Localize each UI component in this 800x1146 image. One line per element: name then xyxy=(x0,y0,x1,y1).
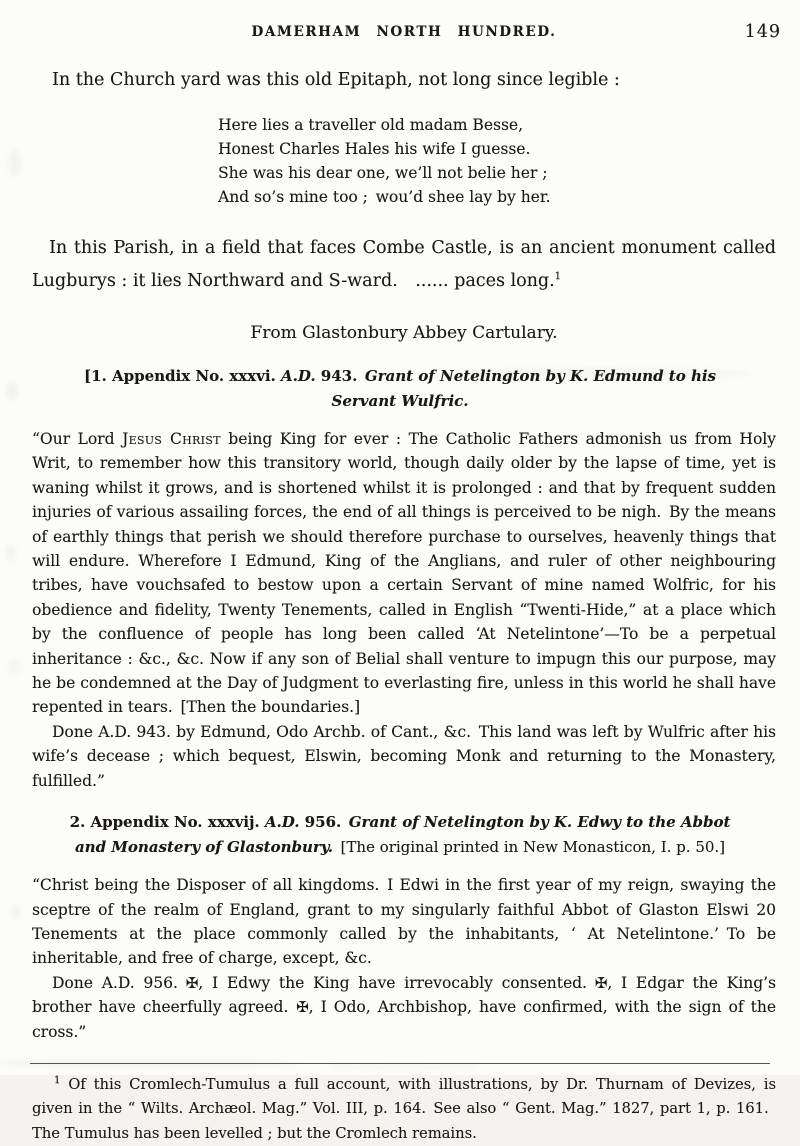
intro-paragraph: In the Church yard was this old Epitaph, not long since legible : xyxy=(52,70,620,90)
entry1-heading-title: Grant of Netelington by K. Edmund to his Servant Wulfric. xyxy=(331,367,716,410)
parish-text: In this Parish, in a field that faces Combe Castle, is an ancient monument called Lugburys : it lies Northward and S-ward. ...... paces long. xyxy=(32,238,776,291)
entry1-body-smallcaps: Jesus Christ xyxy=(122,430,221,448)
footnote-marker: 1 xyxy=(54,1075,61,1087)
section-title: From Glastonbury Abbey Cartulary. xyxy=(250,323,558,343)
scan-artifact xyxy=(6,382,18,400)
entry2-heading-note: [The original printed in New Monasticon, I. p. 50.] xyxy=(333,838,726,857)
footnote-reference: 1 xyxy=(554,271,562,283)
entry1-heading-year: 943. xyxy=(315,367,365,385)
epitaph-line: She was his dear one, we’ll not belie her ; xyxy=(218,164,548,182)
footnote-paragraph xyxy=(32,1073,776,1146)
entry1-body-open: “Our Lord xyxy=(32,430,123,448)
entry2-done-text: , I Edgar the King’s brother have cheerfully agreed. xyxy=(32,973,777,1017)
entry2-body-paragraph: “Christ being the Disposer of all kingdoms. I Edwi in the first year of my reign, swaying the sceptre of the realm of England, grant to my singularly faithful Abbot of Glaston Elswi 20 Tenements at the place commonly called by the inhabitants, ‘ At Netelintone.’ To be inheritable, and free of charge, except, &c. xyxy=(32,876,776,968)
entry1-done-paragraph: Done A.D. 943. by Edmund, Odo Archb. of Cant., &c. This land was left by Wulfric after his wife’s decease ; which bequest, Elswin, becoming Monk and returning to the Monastery, fulfilled.” xyxy=(32,722,776,790)
epitaph-line: And so’s mine too ; wou’d shee lay by her. xyxy=(218,188,551,206)
entry2-heading-date: A.D. xyxy=(264,813,300,832)
entry2-heading xyxy=(54,810,746,860)
scan-artifact xyxy=(8,150,22,176)
maltese-cross-icon: ✠ xyxy=(594,973,608,992)
scan-artifact xyxy=(10,905,20,919)
entry2-heading-year: 956. xyxy=(299,813,349,832)
entry2-heading-ref: 2. Appendix No. xxxvij. xyxy=(69,813,265,832)
entry1-heading xyxy=(54,364,746,414)
text-column xyxy=(32,0,776,1146)
footnote-text: Of this Cromlech-Tumulus a full account, with illustrations, by Dr. Thurnam of Devizes, is given in the “ Wilts. Archæol. Mag.” Vol. III, p. 164. See also “ Gent. Mag.” 1827, part 1, p. 161. The Tumulus has been levelled ; but the Cromlech remains. xyxy=(32,1075,776,1142)
entry1-heading-date: A.D. xyxy=(280,367,316,385)
entry2-done-text: , I Odo, Archbishop, have confirmed, with the sign of the cross.” xyxy=(32,998,776,1041)
scan-artifact xyxy=(6,545,16,561)
entry1-body-paragraph xyxy=(32,427,776,720)
running-head-title: DAMERHAM NORTH HUNDRED. xyxy=(251,24,557,40)
entry1-heading-ref: [1. Appendix No. xxxvi. xyxy=(84,367,281,385)
epitaph-line: Here lies a traveller old madam Besse, xyxy=(218,116,524,134)
footnote-divider xyxy=(30,1063,770,1064)
epitaph-verse xyxy=(218,113,776,209)
epitaph-line: Honest Charles Hales his wife I guesse. xyxy=(218,140,531,158)
page-number: 149 xyxy=(744,22,781,42)
entry2-done-text: , I Edwy the King have irrevocably consented. xyxy=(198,973,595,992)
entry2-heading-title: Grant of Netelington by K. Edwy to the Abbot and Monastery of Glastonbury. xyxy=(74,813,731,857)
maltese-cross-icon: ✠ xyxy=(185,973,199,992)
entry2-done-text: Done A.D. 956. xyxy=(52,973,186,992)
parish-paragraph xyxy=(32,232,776,298)
scan-artifact xyxy=(8,660,20,674)
entry1-body-rest: being King for ever : The Catholic Fathers admonish us from Holy Writ, to remember how this transitory world, though daily older by the lapse of time, yet is waning whilst it grows, and is shortened whilst it is prolonged : and that by frequent sudden injuries of various assailing forces, the end of all things is perceived to be nigh. By the means of earthly things that perish we should therefore purchase to ourselves, heavenly things that will endure. Wherefore I Edmund, King of the Anglians, and ruler of other neighbouring tribes, have vouchsafed to bestow upon a certain Servant of mine named Wolfric, for his obedience and fidelity, Twenty Tenements, called in English “Twenti-Hide,” at a place which by the confluence of people has long been called ‘At Netelintone’—To be a perpetual inheritance : &c., &c. Now if any son of Belial shall venture to impugn this our purpose, may he be condemned at the Day of Judgment to everlasting fire, unless in this world he shall have repented in tears. [Then the boundaries.] xyxy=(32,430,776,717)
maltese-cross-icon: ✠ xyxy=(296,998,309,1017)
entry2-done-paragraph xyxy=(32,971,776,1044)
